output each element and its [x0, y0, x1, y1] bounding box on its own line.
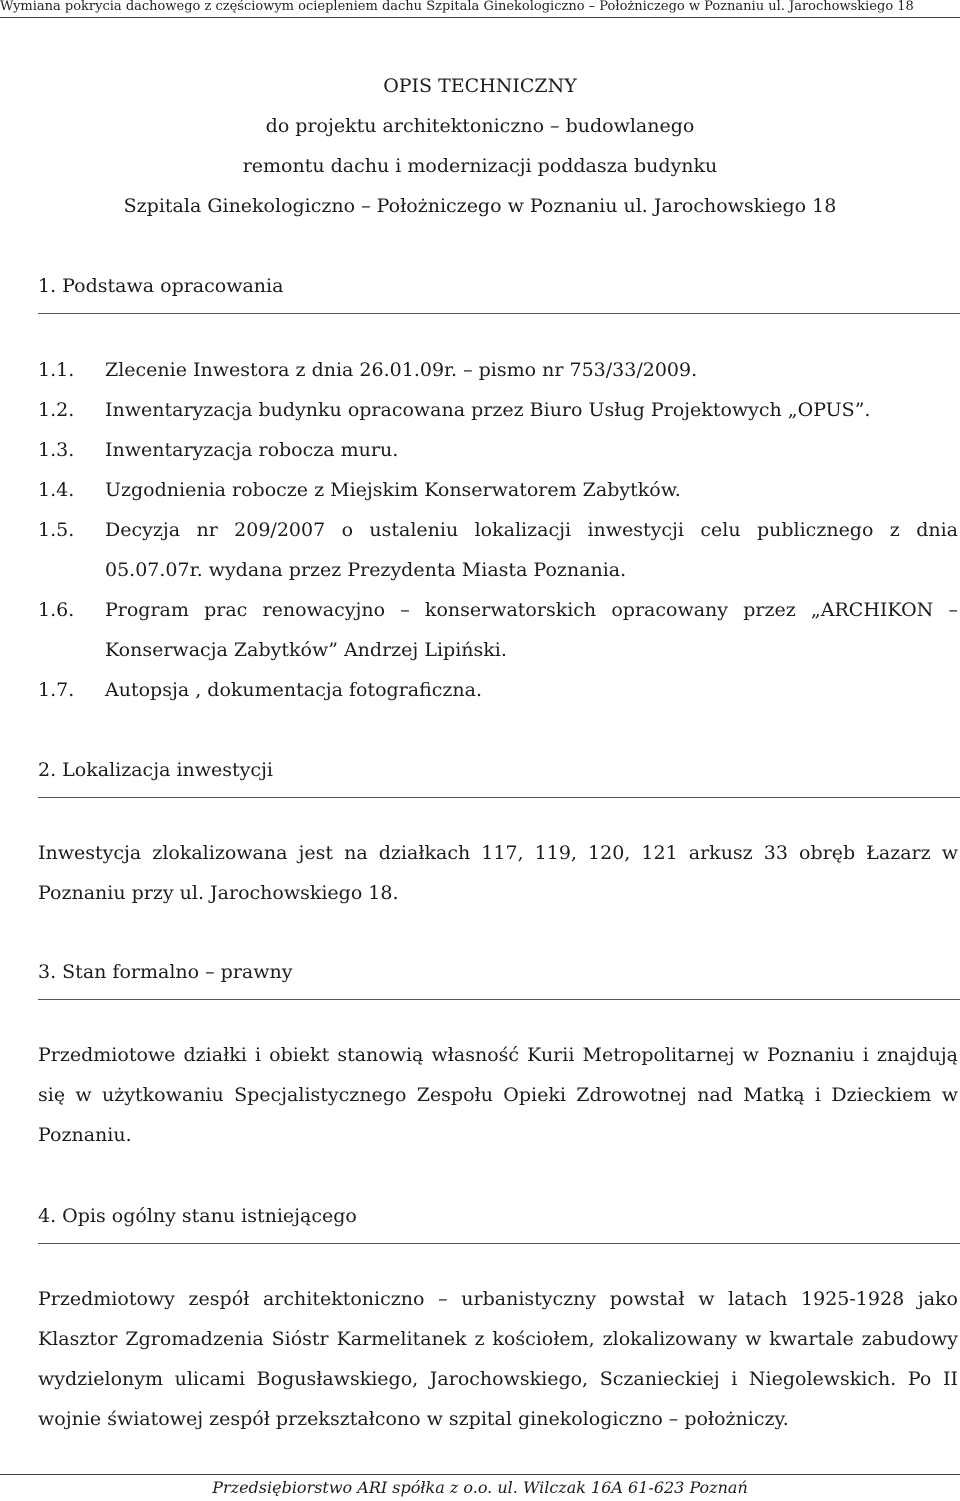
section-2-body: Inwestycja zlokalizowana jest na działkach 117, 119, 120, 121 arkusz 33 obręb Łazarz w Poznaniu przy ul. Jarochowskiego 18.	[38, 842, 958, 904]
item-number: 1.7.	[38, 679, 75, 701]
list-item	[38, 430, 958, 470]
item-number: 1.6.	[38, 599, 75, 621]
title-line-4: Szpitala Ginekologiczno – Położniczego w Poznaniu ul. Jarochowskiego 18	[123, 195, 837, 217]
item-number: 1.2.	[38, 399, 75, 421]
item-text: Program prac renowacyjno – konserwatorskich opracowany przez „ARCHIKON – Konserwacja Zabytków” Andrzej Lipiński.	[105, 599, 958, 661]
title-line-2: do projektu architektoniczno – budowlanego	[265, 115, 695, 137]
section-3-heading: 3. Stan formalno – prawny	[38, 961, 293, 983]
list-item	[38, 470, 958, 510]
title-line-3: remontu dachu i modernizacji poddasza budynku	[242, 155, 718, 177]
list-item	[38, 510, 958, 590]
list-item	[38, 350, 958, 390]
list-item	[38, 590, 958, 670]
page-footer: Przedsiębiorstwo ARI spółka z o.o. ul. Wilczak 16A 61-623 Poznań	[212, 1478, 748, 1497]
header-divider	[0, 17, 960, 18]
running-header: Wymiana pokrycia dachowego z częściowym ociepleniem dachu Szpitala Ginekologiczno – Położniczego w Poznaniu ul. Jarochowskiego 18	[0, 0, 914, 14]
document-title	[0, 66, 960, 226]
item-number: 1.5.	[38, 519, 75, 541]
item-number: 1.3.	[38, 439, 75, 461]
section-3-divider	[38, 999, 960, 1000]
section-3-body: Przedmiotowe działki i obiekt stanowią własność Kurii Metropolitarnej w Poznaniu i znajdują się w użytkowaniu Specjalistycznego Zespołu Opieki Zdrowotnej nad Matką i Dzieckiem w Poznaniu.	[38, 1044, 958, 1146]
section-4-body: Przedmiotowy zespół architektoniczno – urbanistyczny powstał w latach 1925-1928 jako Klasztor Zgromadzenia Sióstr Karmelitanek z kościołem, zlokalizowany w kwartale zabudowy wydzielonym ulicami Bogusławskiego, Jarochowskiego, Sczanieckiej i Niegolewskich. Po II wojnie światowej zespół przekształcono w szpital ginekologiczno – położniczy.	[38, 1288, 958, 1430]
section-1-list	[38, 350, 958, 710]
item-text: Inwentaryzacja budynku opracowana przez Biuro Usług Projektowych „OPUS”.	[105, 399, 871, 421]
section-1-heading: 1. Podstawa opracowania	[38, 275, 284, 297]
list-item	[38, 670, 958, 710]
section-4-heading: 4. Opis ogólny stanu istniejącego	[38, 1205, 357, 1227]
item-text: Decyzja nr 209/2007 o ustaleniu lokalizacji inwestycji celu publicznego z dnia 05.07.07r. wydana przez Prezydenta Miasta Poznania.	[105, 519, 958, 581]
footer-divider	[0, 1474, 960, 1475]
item-text: Inwentaryzacja robocza muru.	[105, 439, 399, 461]
item-text: Uzgodnienia robocze z Miejskim Konserwatorem Zabytków.	[105, 479, 681, 501]
item-text: Zlecenie Inwestora z dnia 26.01.09r. – pismo nr 753/33/2009.	[105, 359, 698, 381]
list-item	[38, 390, 958, 430]
item-text: Autopsja , dokumentacja fotograficzna.	[105, 679, 483, 701]
title-line-1: OPIS TECHNICZNY	[383, 75, 577, 97]
section-2-divider	[38, 797, 960, 798]
item-number: 1.1.	[38, 359, 75, 381]
item-number: 1.4.	[38, 479, 75, 501]
section-4-divider	[38, 1243, 960, 1244]
section-2-heading: 2. Lokalizacja inwestycji	[38, 759, 274, 781]
section-1-divider	[38, 313, 960, 314]
